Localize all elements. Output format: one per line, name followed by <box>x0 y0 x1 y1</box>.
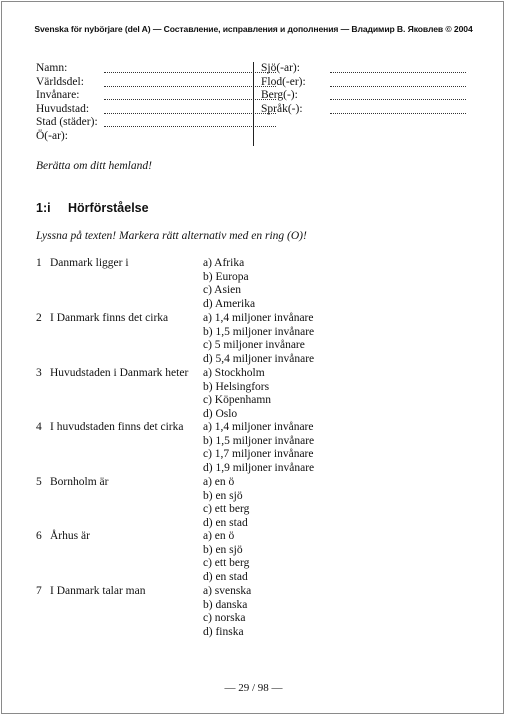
answer-options <box>203 421 314 476</box>
page-number: — 29 / 98 — <box>224 682 283 694</box>
fill-in-line[interactable] <box>104 72 276 73</box>
answer-options <box>203 585 251 640</box>
question-text: Århus är <box>50 530 90 542</box>
field-label: Berg(-): <box>261 89 298 101</box>
field-label: Ö(-ar): <box>36 129 68 142</box>
form-field-stad <box>36 116 98 130</box>
question-text: I huvudstaden finns det cirka <box>50 421 184 433</box>
section-title: Hörförståelse <box>68 201 149 215</box>
answer-option[interactable]: a) Stockholm <box>203 367 265 379</box>
answer-option[interactable]: b) Helsingfors <box>203 380 270 393</box>
form-field-sjoar <box>261 62 306 76</box>
answer-option[interactable]: b) en sjö <box>203 489 243 502</box>
answer-options <box>203 257 255 312</box>
question-number: 5 <box>36 476 42 488</box>
answer-option[interactable]: a) en ö <box>203 530 235 542</box>
answer-option[interactable]: a) Afrika <box>203 257 245 269</box>
fill-in-line[interactable] <box>104 86 276 87</box>
answer-option[interactable]: a) 1,4 miljoner invånare <box>203 312 314 324</box>
answer-options <box>203 476 249 531</box>
question-number: 7 <box>36 585 42 597</box>
question-text: Danmark ligger i <box>50 257 129 269</box>
fill-in-line[interactable] <box>330 86 466 87</box>
answer-option[interactable]: d) 1,9 miljoner invånare <box>203 462 315 475</box>
question-text: Huvudstaden i Danmark heter <box>50 367 189 379</box>
field-label: Flod(-er): <box>261 75 306 88</box>
field-label: Huvudstad: <box>36 102 90 115</box>
instruction-text: Lyssna på texten! Markera rätt alternativ med en ring (O)! <box>36 230 307 242</box>
form-field-berg <box>261 89 306 103</box>
form-field-sprak <box>261 103 306 117</box>
field-label: Stad (städer): <box>36 116 98 128</box>
answer-option[interactable]: b) 1,5 miljoner invånare <box>203 325 315 338</box>
field-label: Invånare: <box>36 89 80 101</box>
fill-in-line[interactable] <box>330 99 466 100</box>
answer-option[interactable]: c) 1,7 miljoner invånare <box>203 448 314 461</box>
invite-text: Berätta om ditt hemland! <box>36 160 152 172</box>
answer-options <box>203 530 249 585</box>
field-label: Språk(-): <box>261 102 303 115</box>
question-text: Bornholm är <box>50 476 109 488</box>
answer-option[interactable]: d) 5,4 miljoner invånare <box>203 353 315 366</box>
answer-option[interactable]: c) norska <box>203 612 246 625</box>
answer-option[interactable]: c) ett berg <box>203 503 250 516</box>
answer-option[interactable]: b) en sjö <box>203 543 243 556</box>
form-field-namn <box>36 62 98 76</box>
answer-options <box>203 312 314 367</box>
question-text: I Danmark finns det cirka <box>50 312 169 324</box>
section-heading <box>36 201 149 215</box>
fill-in-line[interactable] <box>104 126 276 127</box>
answer-option[interactable]: d) finska <box>203 626 244 639</box>
answer-option[interactable]: c) ett berg <box>203 557 250 570</box>
section-number: 1:i <box>36 201 51 215</box>
question-number: 1 <box>36 257 42 269</box>
answer-option[interactable]: c) Köpenhamn <box>203 394 272 407</box>
answer-option[interactable]: a) en ö <box>203 476 235 488</box>
field-label: Världsdel: <box>36 75 84 88</box>
answer-option[interactable]: a) svenska <box>203 585 252 597</box>
page-header: Svenska för nybörjare (del A) — Составление, исправления и дополнения — Владимир В. Яковлев © 2004 <box>34 24 473 34</box>
question-number: 4 <box>36 421 42 433</box>
form-right-column <box>261 62 306 116</box>
answer-option[interactable]: d) Amerika <box>203 298 256 311</box>
fill-in-line[interactable] <box>104 99 276 100</box>
fill-in-line[interactable] <box>330 72 466 73</box>
form-field-huvudstad <box>36 103 98 117</box>
question-number: 3 <box>36 367 42 379</box>
vertical-divider <box>253 62 254 146</box>
field-label: Sjö(-ar): <box>261 62 300 74</box>
answer-option[interactable]: b) danska <box>203 598 248 611</box>
form-field-floder <box>261 76 306 90</box>
field-label: Namn: <box>36 62 68 74</box>
form-field-varldsdel <box>36 76 98 90</box>
answer-options <box>203 367 271 422</box>
answer-option[interactable]: d) en stad <box>203 517 248 530</box>
question-number: 2 <box>36 312 42 324</box>
answer-option[interactable]: d) Oslo <box>203 408 238 421</box>
question-number: 6 <box>36 530 42 542</box>
form-field-oar <box>36 130 98 144</box>
answer-option[interactable]: c) Asien <box>203 284 242 297</box>
answer-option[interactable]: b) Europa <box>203 270 249 283</box>
form-left-column <box>36 62 98 143</box>
question-text: I Danmark talar man <box>50 585 146 597</box>
form-field-invanare <box>36 89 98 103</box>
answer-option[interactable]: a) 1,4 miljoner invånare <box>203 421 314 433</box>
answer-option[interactable]: d) en stad <box>203 571 248 584</box>
answer-option[interactable]: b) 1,5 miljoner invånare <box>203 434 315 447</box>
fill-in-line[interactable] <box>104 113 276 114</box>
answer-option[interactable]: c) 5 miljoner invånare <box>203 339 305 352</box>
fill-in-line[interactable] <box>330 113 466 114</box>
